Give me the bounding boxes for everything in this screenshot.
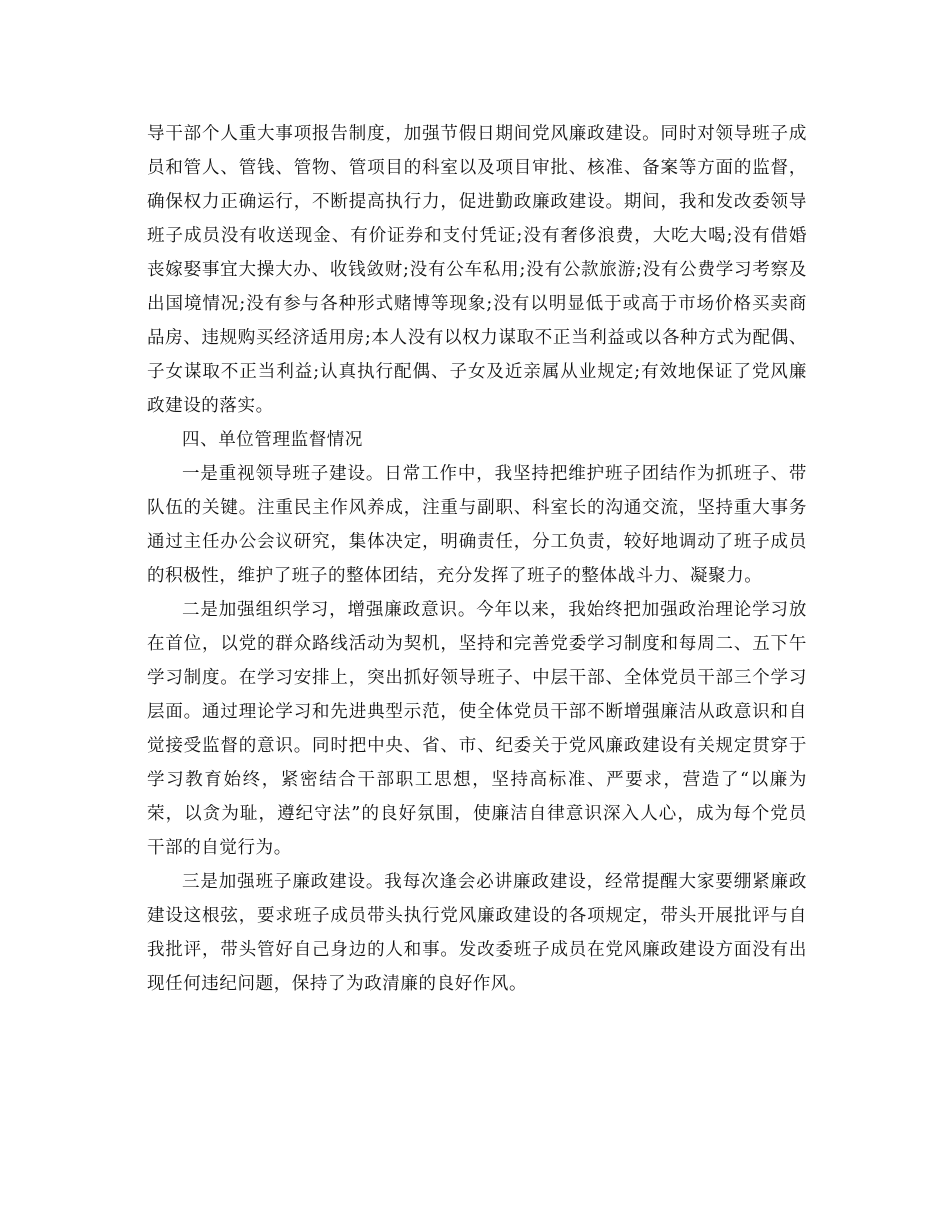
paragraph-leadership-supervision: 导干部个人重大事项报告制度，加强节假日期间党风廉政建设。同时对领导班子成员和管人、管钱、管物、管项目的科室以及项目审批、核准、备案等方面的监督，确保权力正确运行，不断提高执行力，促进勤政廉政建设。期间，我和发改委领导班子成员没有收送现金、有价证券和支付凭证;没有奢侈浪费，大吃大喝;没有借婚丧嫁娶事宜大操大办、收钱敛财;没有公车私用;没有公款旅游;没有公费学习考察及出国境情况;没有参与各种形式赌博等现象;没有以明显低于或高于市场价格买卖商品房、违规购买经济适用房;本人没有以权力谋取不正当利益或以各种方式为配偶、子女谋取不正当利益;认真执行配偶、子女及近亲属从业规定;有效地保证了党风廉政建设的落实。 bbox=[147, 124, 807, 416]
paragraph-integrity-building: 三是加强班子廉政建设。我每次逢会必讲廉政建设，经常提醒大家要绷紧廉政建设这根弦，要求班子成员带头执行党风廉政建设的各项规定，带头开展批评与自我批评，带头管好自己身边的人和事。发改委班子成员在党风廉政建设方面没有出现任何违纪问题，保持了为政清廉的良好作风。 bbox=[147, 872, 807, 994]
section-heading-unit-management: 四、单位管理监督情况 bbox=[182, 430, 363, 450]
document-body bbox=[147, 117, 807, 1001]
paragraph-team-building: 一是重视领导班子建设。日常工作中，我坚持把维护班子团结作为抓班子、带队伍的关键。注重民主作风养成，注重与副职、科室长的沟通交流，坚持重大事务通过主任办公会议研究，集体决定，明确责任，分工负责，较好地调动了班子成员的积极性，维护了班子的整体团结，充分发挥了班子的整体战斗力、凝聚力。 bbox=[147, 464, 807, 586]
paragraph-organized-study: 二是加强组织学习，增强廉政意识。今年以来，我始终把加强政治理论学习放在首位，以党的群众路线活动为契机，坚持和完善党委学习制度和每周二、五下午学习制度。在学习安排上，突出抓好领导班子、中层干部、全体党员干部三个学习层面。通过理论学习和先进典型示范，使全体党员干部不断增强廉洁从政意识和自觉接受监督的意识。同时把中央、省、市、纪委关于党风廉政建设有关规定贯穿于学习教育始终，紧密结合干部职工思想，坚持高标准、严要求，营造了“以廉为荣，以贪为耻，遵纪守法”的良好氛围，使廉洁自律意识深入人心，成为每个党员干部的自觉行为。 bbox=[147, 600, 807, 858]
